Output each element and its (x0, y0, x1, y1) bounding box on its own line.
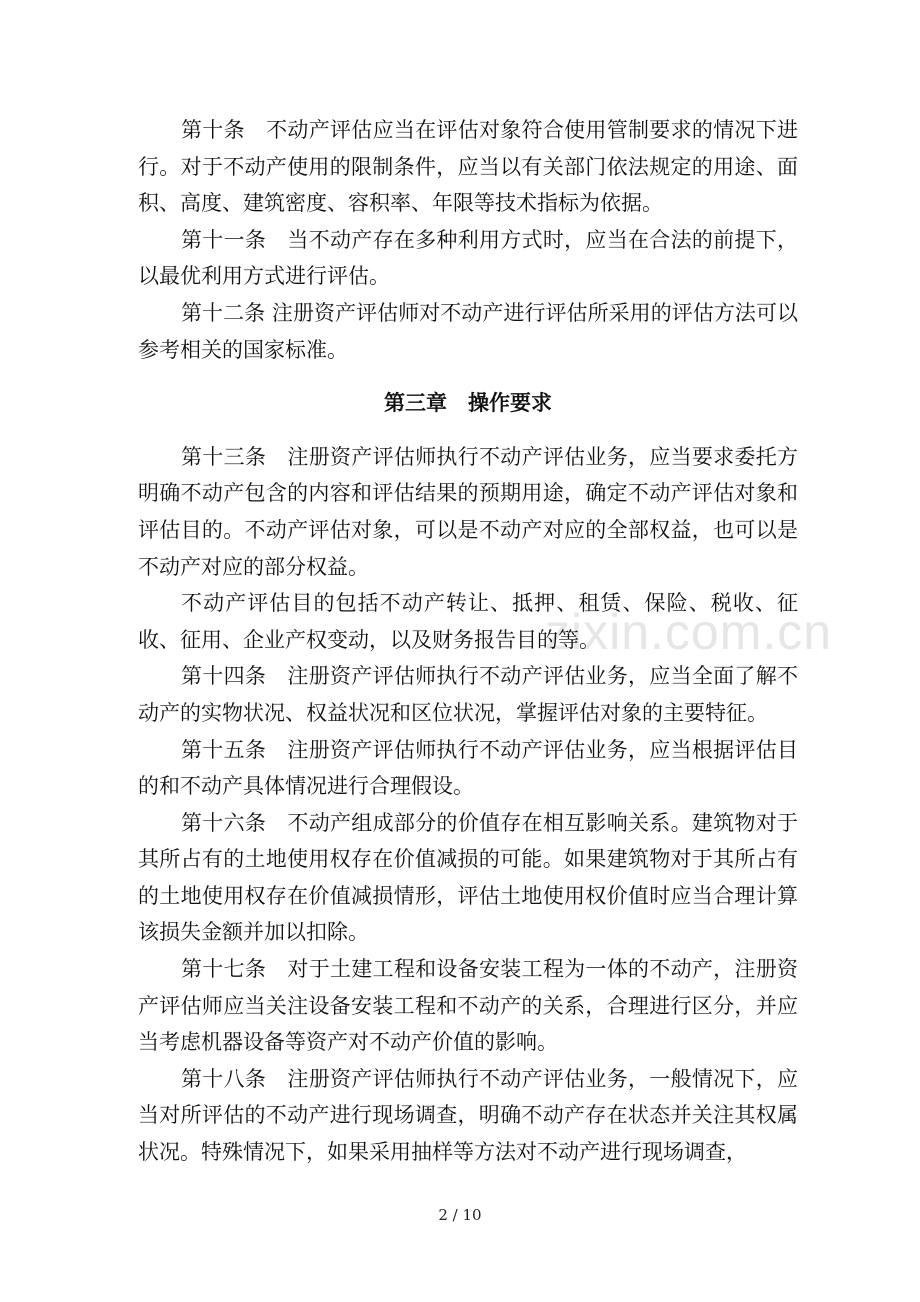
article-16: 第十六条 不动产组成部分的价值存在相互影响关系。建筑物对于其所占有的土地使用权存在价值减损的可能。如果建筑物对于其所占有的土地使用权存在价值减损情形，评估土地使用权价值时应当合理计算该损失金额并加以扣除。 (138, 810, 798, 945)
article-10: 第十条 不动产评估应当在评估对象符合使用管制要求的情况下进行。对于不动产使用的限制条件，应当以有关部门依法规定的用途、面积、高度、建筑密度、容积率、年限等技术指标为依据。 (138, 118, 798, 216)
document-body (138, 112, 798, 1171)
page-number: 2 / 10 (438, 1206, 482, 1224)
article-14: 第十四条 注册资产评估师执行不动产评估业务，应当全面了解不动产的实物状况、权益状况和区位状况，掌握评估对象的主要特征。 (138, 664, 798, 725)
article-15: 第十五条 注册资产评估师执行不动产评估业务，应当根据评估目的和不动产具体情况进行合理假设。 (138, 737, 798, 799)
article-18: 第十八条 注册资产评估师执行不动产评估业务，一般情况下，应当对所评估的不动产进行现场调查，明确不动产存在状态并关注其权属状况。特殊情况下，如果采用抽样等方法对不动产进行现场调查， (138, 1066, 798, 1165)
article-12: 第十二条 注册资产评估师对不动产进行评估所采用的评估方法可以参考相关的国家标准。 (138, 300, 798, 362)
article-13: 第十三条 注册资产评估师执行不动产评估业务，应当要求委托方明确不动产包含的内容和评估结果的预期用途，确定不动产评估对象和评估目的。不动产评估对象，可以是不动产对应的全部权益，也可以是不动产对应的部分权益。 (138, 444, 798, 579)
chapter-title: 第三章 操作要求 (384, 390, 552, 416)
article-17: 第十七条 对于土建工程和设备安装工程为一体的不动产，注册资产评估师应当关注设备安装工程和不动产的关系，合理进行区分，并应当考虑机器设备等资产对不动产价值的影响。 (138, 957, 798, 1055)
article-13-purpose: 不动产评估目的包括不动产转让、抵押、租赁、保险、税收、征收、征用、企业产权变动，以及财务报告目的等。 (138, 591, 798, 652)
article-11: 第十一条 当不动产存在多种利用方式时，应当在合法的前提下，以最优利用方式进行评估。 (138, 227, 798, 289)
watermark: zixin.com.cn (545, 604, 833, 660)
